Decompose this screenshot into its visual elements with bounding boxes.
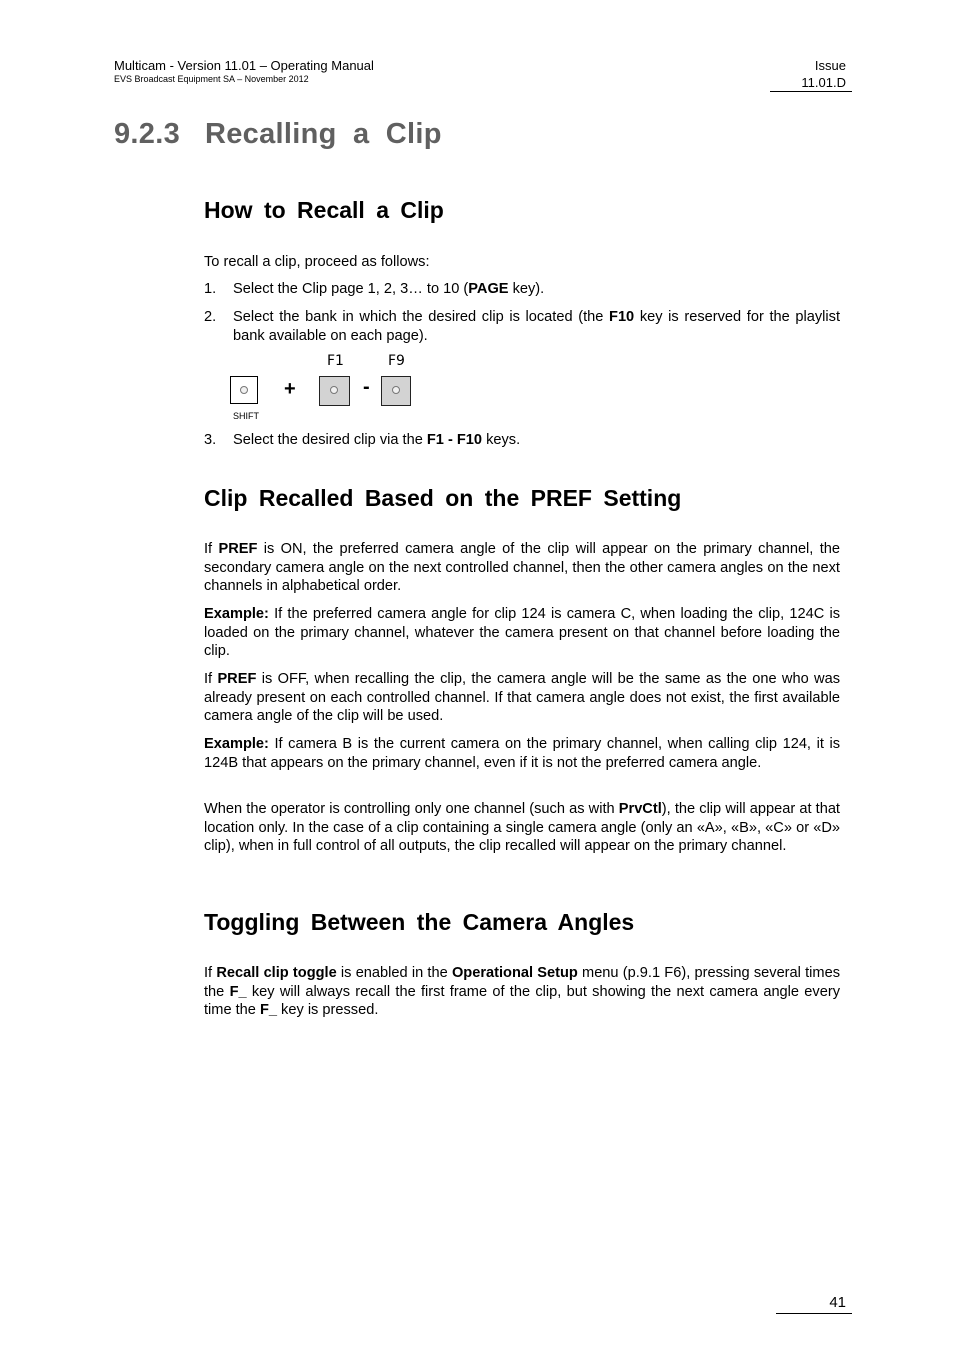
key-combination-figure	[229, 352, 429, 428]
pref-paragraph-2	[204, 670, 840, 726]
example-label: Example:	[204, 606, 269, 622]
text: key is pressed.	[277, 1002, 379, 1019]
header-divider	[770, 91, 852, 92]
bold-term: PREF	[218, 541, 258, 557]
header-subtitle: EVS Broadcast Equipment SA – November 2012	[114, 74, 309, 84]
f9-key-icon	[381, 376, 411, 406]
bold-term: PrvCtl	[618, 801, 662, 817]
dash-sign: -	[363, 376, 370, 398]
section-title-text: Recalling a Clip	[205, 118, 442, 150]
header-title: Multicam - Version 11.01 – Operating Manual	[114, 58, 374, 73]
step-text: keys.	[482, 432, 521, 448]
footer-divider	[776, 1313, 852, 1314]
step-text: key is reserved for the playlist bank available on each page).	[233, 309, 840, 344]
section-number: 9.2.3	[114, 118, 180, 150]
bold-term: Recall clip toggle	[216, 965, 337, 981]
header-issue-value: 11.01.D	[801, 75, 846, 90]
bold-term: Operational Setup	[451, 965, 578, 981]
page-number: 41	[829, 1294, 846, 1311]
text: is enabled in the	[336, 965, 452, 981]
pref-example-2	[204, 735, 840, 772]
text: When the operator is controlling only one channel (such as with	[204, 801, 619, 817]
text: If	[204, 965, 217, 981]
plus-sign: +	[284, 378, 296, 400]
step-text: key).	[508, 281, 545, 297]
step-number: 3.	[204, 432, 217, 448]
step-text: Select the Clip page 1, 2, 3… to 10 (	[233, 281, 469, 297]
section-title	[114, 118, 442, 151]
bold-term: F_	[229, 983, 247, 1000]
f1-key-icon	[319, 376, 350, 406]
step-key-name: PAGE	[468, 281, 509, 297]
text: is OFF, when recalling the clip, the camera angle will be the same as the one who was already present on each controlled channel. If that camera angle does not exist, the first available camera angle of the clip will be used.	[204, 671, 840, 725]
how-to-intro: To recall a clip, proceed as follows:	[204, 254, 430, 270]
heading-how-to-recall: How to Recall a Clip	[204, 197, 444, 223]
list-item-step-1	[204, 280, 840, 299]
pref-paragraph-1	[204, 540, 840, 596]
shift-key-label: SHIFT	[233, 411, 259, 421]
shift-key-icon	[230, 376, 258, 404]
text: key will always recall the first frame of the clip, but showing the next camera angle every time the	[204, 983, 840, 1019]
header-issue-label: Issue	[814, 58, 846, 73]
heading-toggling-angles: Toggling Between the Camera Angles	[204, 909, 635, 935]
example-label: Example:	[204, 736, 269, 752]
toggle-paragraph	[204, 964, 840, 1020]
text: If the preferred camera angle for clip 124 is camera C, when loading the clip, 124C is loaded on the primary channel, whatever the camera present on that channel before loading the clip.	[204, 606, 840, 660]
text: If	[204, 541, 219, 557]
step-text: Select the desired clip via the	[233, 432, 427, 448]
text: is ON, the preferred camera angle of the clip will appear on the primary channel, the secondary camera angle on the next controlled channel, then the other camera angles on the next channels in alphabetical order.	[204, 541, 840, 595]
bold-term: PREF	[217, 671, 257, 687]
text: menu (p.9.1 F6), pressing several times the	[204, 965, 840, 1000]
list-item-step-3	[204, 431, 840, 450]
text: If camera B is the current camera on the primary channel, when calling clip 124, it is 124B that appears on the primary channel, even if it is not the preferred camera angle.	[204, 736, 840, 771]
pref-paragraph-3	[204, 800, 840, 856]
step-key-name: F10	[609, 309, 635, 325]
f1-key-label: F1	[327, 353, 344, 369]
f9-key-label: F9	[388, 353, 405, 369]
step-number: 1.	[204, 281, 217, 297]
pref-example-1	[204, 605, 840, 661]
bold-term: F_	[259, 1002, 277, 1019]
step-number: 2.	[204, 309, 217, 325]
text: If	[204, 671, 218, 687]
step-text: Select the bank in which the desired clip is located (the	[233, 309, 610, 325]
step-key-name: F1 - F10	[426, 432, 483, 448]
text: ), the clip will appear at that location only. In the case of a clip containing a single camera angle (only an «A», «B», «C» or «D» clip), when in full control of all outputs, the clip recalled will appear on the primary channel.	[204, 801, 840, 855]
list-item-step-2	[204, 308, 840, 345]
heading-pref-setting: Clip Recalled Based on the PREF Setting	[204, 485, 682, 511]
